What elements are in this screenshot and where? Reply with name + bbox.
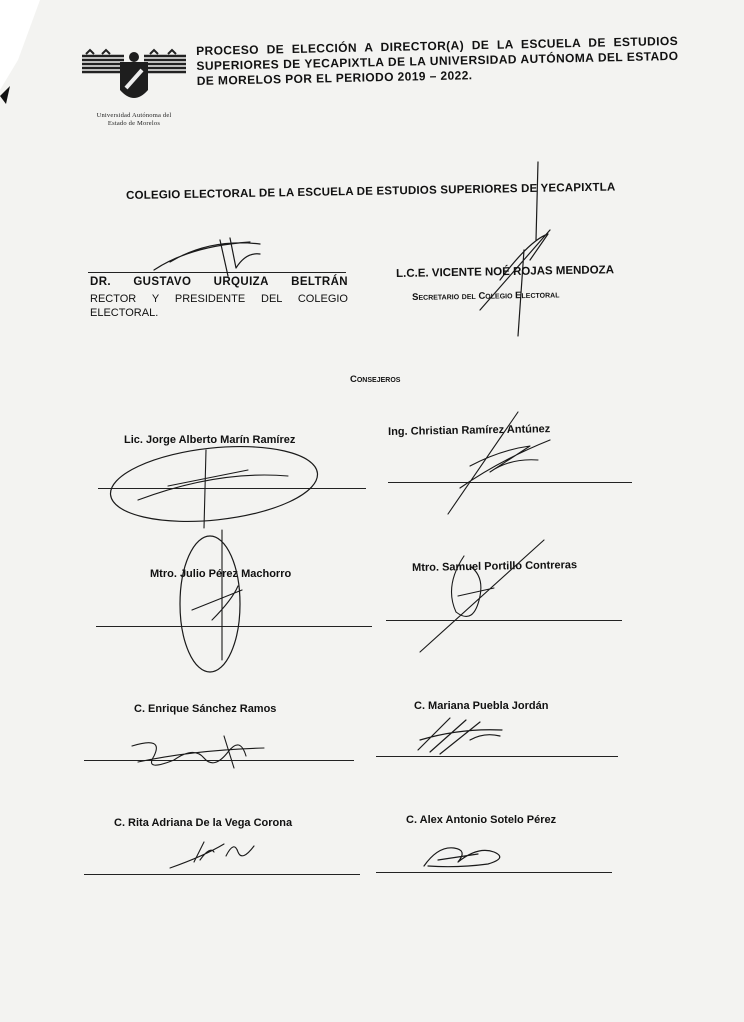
consejero-name: Mtro. Samuel Portillo Contreras [412, 559, 578, 574]
secretary-role: Secretario del Colegio Electoral [412, 289, 560, 303]
consejero-name: Lic. Jorge Alberto Marín Ramírez [124, 434, 296, 446]
secretary-name: L.C.E. VICENTE NOÉ ROJAS MENDOZA [396, 264, 615, 280]
rector-name-word: BELTRÁN [291, 276, 348, 288]
consejero-signature [418, 836, 518, 872]
secretary-signature [470, 160, 570, 340]
rector-name-word: URQUIZA [213, 276, 269, 288]
rector-role: RECTOR Y PRESIDENTE DEL COLEGIO ELECTORAL. [90, 293, 348, 319]
institution-caption [72, 112, 196, 128]
institution-caption-line1: Universidad Autónoma del [96, 112, 172, 119]
consejero-name: Mtro. Julio Pérez Machorro [150, 568, 292, 580]
consejero-signature [410, 710, 510, 760]
institution-caption-line2: Estado de Morelos [107, 120, 161, 127]
rector-signature [150, 232, 290, 282]
college-title: COLEGIO ELECTORAL DE LA ESCUELA DE ESTUDIOS SUPERIORES DE YECAPIXTLA [126, 181, 616, 202]
consejeros-title: Consejeros [350, 374, 401, 385]
consejero-signature [414, 536, 554, 656]
rector-name-word: DR. [90, 276, 112, 288]
rector-name [90, 276, 348, 288]
document-title: PROCESO DE ELECCIÓN A DIRECTOR(A) DE LA ESCUELA DE ESTUDIOS SUPERIORES DE YECAPIXTLA DE LA UNIVERSIDAD AUTÓNOMA DEL ESTADO DE MORELOS POR EL PERIODO 2019 – 2022. [196, 33, 679, 88]
consejero-name: C. Rita Adriana De la Vega Corona [114, 817, 293, 829]
consejero-signature [440, 410, 560, 520]
consejero-signature-line [376, 872, 612, 873]
consejero-signature [164, 832, 264, 874]
rector-name-word: GUSTAVO [133, 276, 192, 288]
consejero-signature [124, 716, 274, 776]
consejero-name: C. Enrique Sánchez Ramos [134, 703, 277, 715]
consejero-name: C. Alex Antonio Sotelo Pérez [406, 814, 557, 826]
consejero-signature [172, 500, 262, 680]
consejero-name: C. Mariana Puebla Jordán [414, 700, 549, 712]
consejero-signature-line [84, 874, 360, 875]
scan-corner-mark [0, 0, 60, 140]
consejero-name: Ing. Christian Ramírez Antúnez [388, 423, 551, 438]
